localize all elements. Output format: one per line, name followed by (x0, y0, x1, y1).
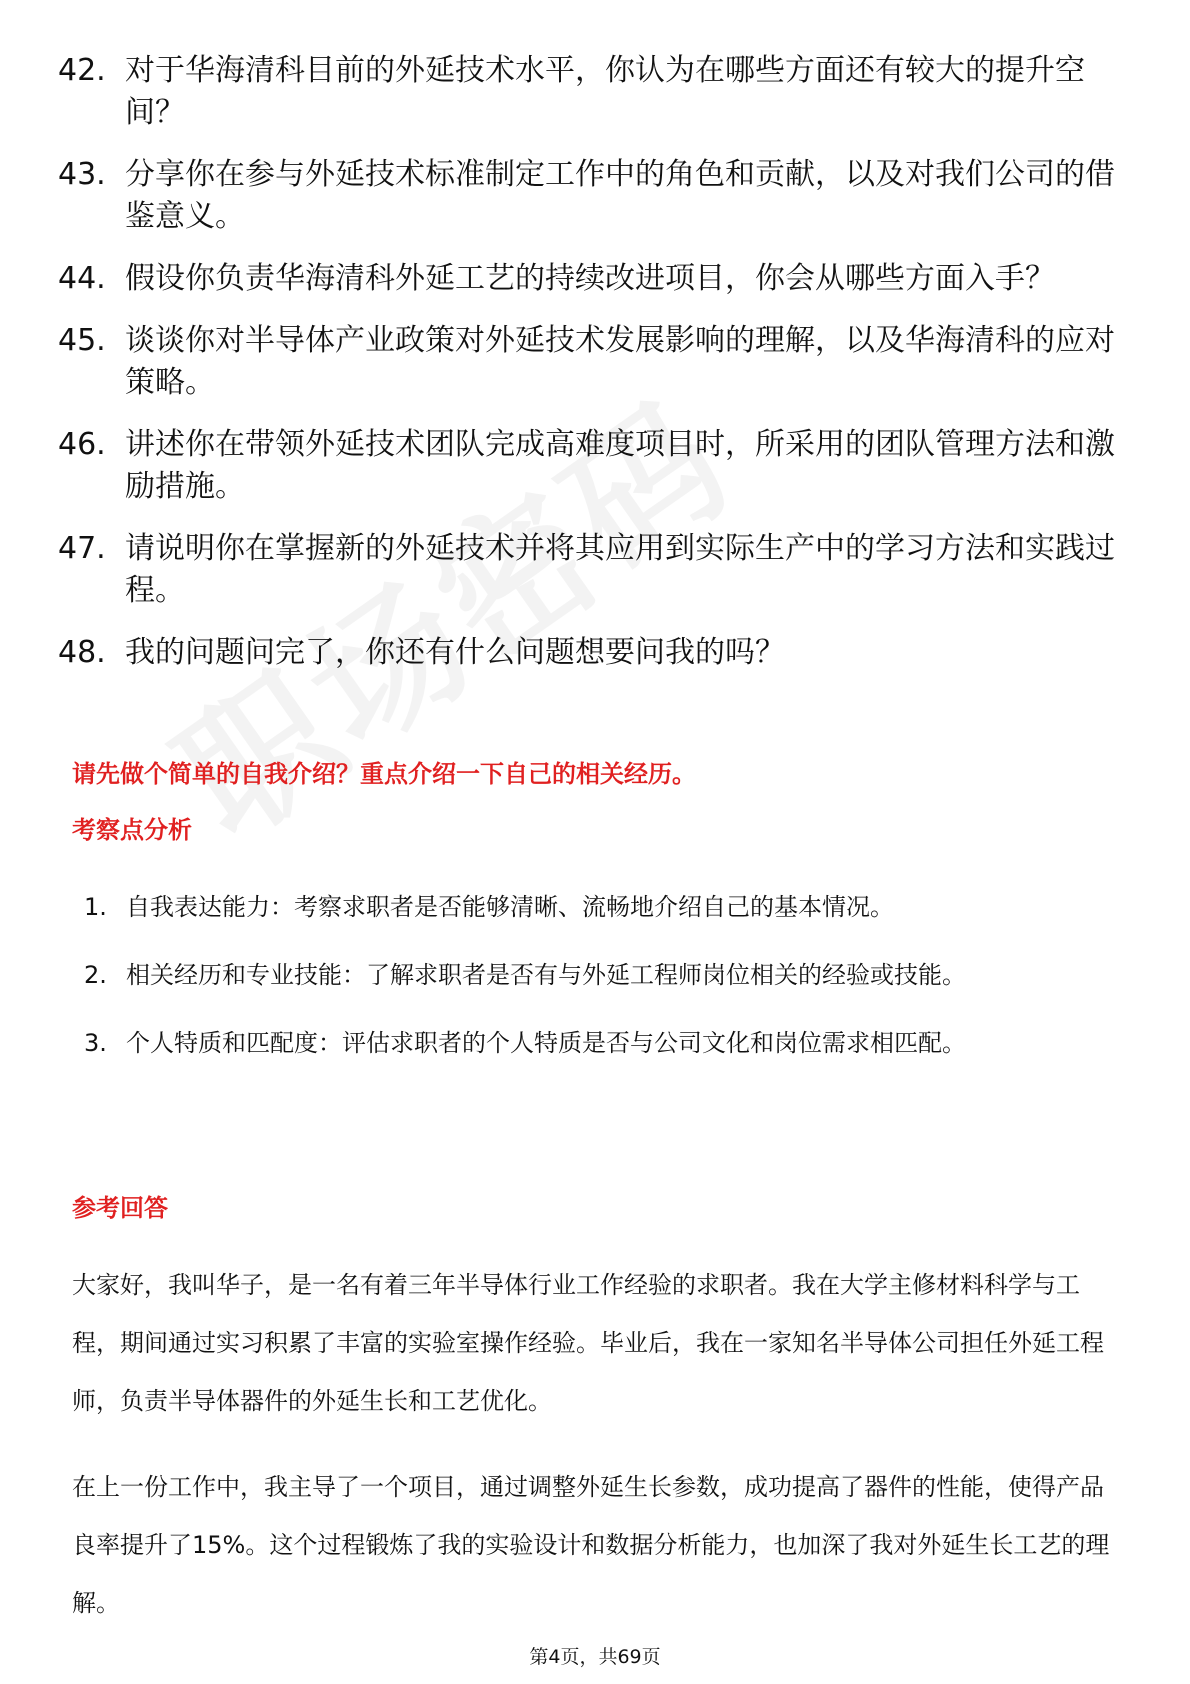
question-item (58, 632, 1138, 674)
question-number: 46. (58, 427, 106, 462)
question-number: 47. (58, 531, 106, 566)
question-text: 谈谈你对半导体产业政策对外延技术发展影响的理解，以及华海清科的应对策略。 (125, 323, 1115, 400)
question-item (58, 258, 1138, 300)
analysis-text: 自我表达能力：考察求职者是否能够清晰、流畅地介绍自己的基本情况。 (126, 893, 894, 921)
analysis-list (84, 878, 1084, 1082)
question-item (58, 424, 1138, 508)
question-number: 44. (58, 261, 106, 296)
analysis-number: 2. (84, 961, 107, 989)
question-list (58, 50, 1138, 694)
question-text: 我的问题问完了，你还有什么问题想要问我的吗？ (125, 635, 785, 670)
question-number: 42. (58, 53, 106, 88)
question-text: 分享你在参与外延技术标准制定工作中的角色和贡献，以及对我们公司的借鉴意义。 (125, 157, 1115, 234)
analysis-text: 相关经历和专业技能：了解求职者是否有与外延工程师岗位相关的经验或技能。 (126, 961, 966, 989)
question-text: 假设你负责华海清科外延工艺的持续改进项目，你会从哪些方面入手？ (125, 261, 1055, 296)
question-item (58, 50, 1138, 134)
question-item (58, 528, 1138, 612)
analysis-item (84, 946, 1084, 1004)
analysis-number: 3. (84, 1029, 107, 1057)
answer-paragraph: 大家好，我叫华子，是一名有着三年半导体行业工作经验的求职者。我在大学主修材料科学与工程，期间通过实习积累了丰富的实验室操作经验。毕业后，我在一家知名半导体公司担任外延工程师，负责半导体器件的外延生长和工艺优化。 (72, 1271, 1104, 1415)
analysis-heading: 考察点分析 (72, 816, 192, 844)
question-item (58, 154, 1138, 238)
question-text: 讲述你在带领外延技术团队完成高难度项目时，所采用的团队管理方法和激励措施。 (125, 427, 1115, 504)
analysis-text: 个人特质和匹配度：评估求职者的个人特质是否与公司文化和岗位需求相匹配。 (126, 1029, 966, 1057)
question-text: 对于华海清科目前的外延技术水平，你认为在哪些方面还有较大的提升空间？ (125, 53, 1085, 130)
main-question-heading: 请先做个简单的自我介绍？重点介绍一下自己的相关经历。 (72, 760, 696, 788)
question-number: 43. (58, 157, 106, 192)
analysis-item (84, 878, 1084, 936)
page-footer: 第4页，共69页 (529, 1646, 661, 1668)
question-text: 请说明你在掌握新的外延技术并将其应用到实际生产中的学习方法和实践过程。 (125, 531, 1115, 608)
analysis-number: 1. (84, 893, 107, 921)
answer-heading: 参考回答 (72, 1194, 168, 1222)
analysis-item (84, 1014, 1084, 1072)
question-number: 48. (58, 635, 106, 670)
question-number: 45. (58, 323, 106, 358)
question-item (58, 320, 1138, 404)
answer-paragraph: 在上一份工作中，我主导了一个项目，通过调整外延生长参数，成功提高了器件的性能，使得产品良率提升了15%。这个过程锻炼了我的实验设计和数据分析能力，也加深了我对外延生长工艺的理解。 (72, 1473, 1110, 1617)
